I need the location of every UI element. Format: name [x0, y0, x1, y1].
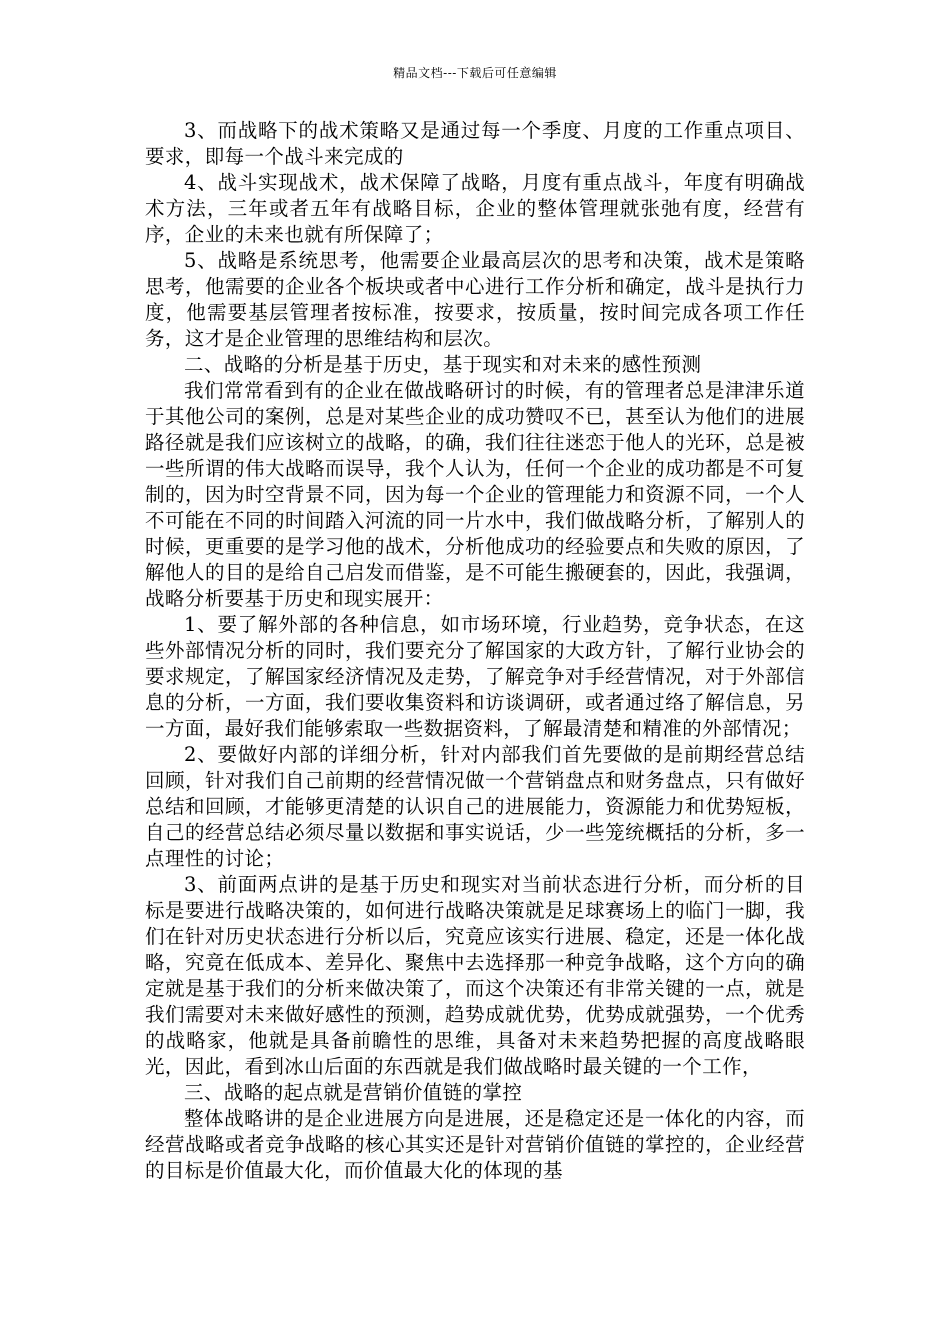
document-body: [145, 118, 805, 1184]
paragraph-point-4: 4、战斗实现战术，战术保障了战略，月度有重点战斗，年度有明确战术方法，三年或者五年有战略目标，企业的整体管理就张弛有度，经营有序，企业的未来也就有所保障了；: [145, 171, 805, 246]
paragraph-value-chain: 整体战略讲的是企业进展方向是进展，还是稳定还是一体化的内容，而经营战略或者竞争战略的核心其实还是针对营销价值链的掌控的，企业经营的目标是价值最大化，而价值最大化的体现的基: [145, 1107, 805, 1182]
paragraph-strategic-decision: 3、前面两点讲的是基于历史和现实对当前状态进行分析，而分析的目标是要进行战略决策的，如何进行战略决策就是足球赛场上的临门一脚，我们在针对历史状态进行分析以后，究竟应该实行进展、稳定，还是一体化战略，究竟在低成本、差异化、聚焦中去选择那一种竞争战略，这个方向的确定就是基于我们的分析来做决策了，而这个决策还有非常关键的一点，就是我们需要对未来做好感性的预测，趋势成就优势，优势成就强势，一个优秀的战略家，他就是具备前瞻性的思维，具备对未来趋势把握的高度战略眼光，因此，看到冰山后面的东西就是我们做战略时最关键的一个工作，: [145, 873, 805, 1078]
section-heading-3: 三、战略的起点就是营销价值链的掌控: [184, 1081, 523, 1104]
paragraph-internal-analysis: 2、要做好内部的详细分析，针对内部我们首先要做的是前期经营总结回顾，针对我们自己前期的经营情况做一个营销盘点和财务盘点，只有做好总结和回顾，才能够更清楚的认识自己的进展能力，资源能力和优势短板，自己的经营总结必须尽量以数据和事实说话，少一些笼统概括的分析，多一点理性的讨论；: [145, 743, 805, 870]
section-heading-2: 二、战略的分析是基于历史，基于现实和对未来的感性预测: [184, 353, 702, 376]
paragraph-strategy-analysis: 我们常常看到有的企业在做战略研讨的时候，有的管理者总是津津乐道于其他公司的案例，总是对某些企业的成功赞叹不已，甚至认为他们的进展路径就是我们应该树立的战略，的确，我们往往迷恋于他人的光环，总是被一些所谓的伟大战略而误导，我个人认为，任何一个企业的成功都是不可复制的，因为时空背景不同，因为每一个企业的管理能力和资源不同，一个人不可能在不同的时间踏入河流的同一片水中，我们做战略分析，了解别人的时候，更重要的是学习他的战术，分析他成功的经验要点和失败的原因，了解他人的目的是给自己启发而借鉴，是不可能生搬硬套的，因此，我强调，战略分析要基于历史和现实展开：: [145, 379, 805, 610]
page-header: 精品文档---下载后可任意编辑: [393, 66, 557, 80]
paragraph-point-3: 3、而战略下的战术策略又是通过每一个季度、月度的工作重点项目、要求，即每一个战斗来完成的: [145, 119, 805, 168]
paragraph-external-info: 1、要了解外部的各种信息，如市场环境，行业趋势，竞争状态，在这些外部情况分析的同时，我们要充分了解国家的大政方针，了解行业协会的要求规定，了解国家经济情况及走势，了解竞争对手经营情况，对于外部信息的分析，一方面，我们要收集资料和访谈调研，或者通过络了解信息，另一方面，最好我们能够索取一些数据资料，了解最清楚和精准的外部情况；: [145, 613, 805, 740]
paragraph-point-5: 5、战略是系统思考，他需要企业最高层次的思考和决策，战术是策略思考，他需要的企业各个板块或者中心进行工作分析和确定，战斗是执行力度，他需要基层管理者按标准，按要求，按质量，按时间完成各项工作任务，这才是企业管理的思维结构和层次。: [145, 249, 805, 350]
